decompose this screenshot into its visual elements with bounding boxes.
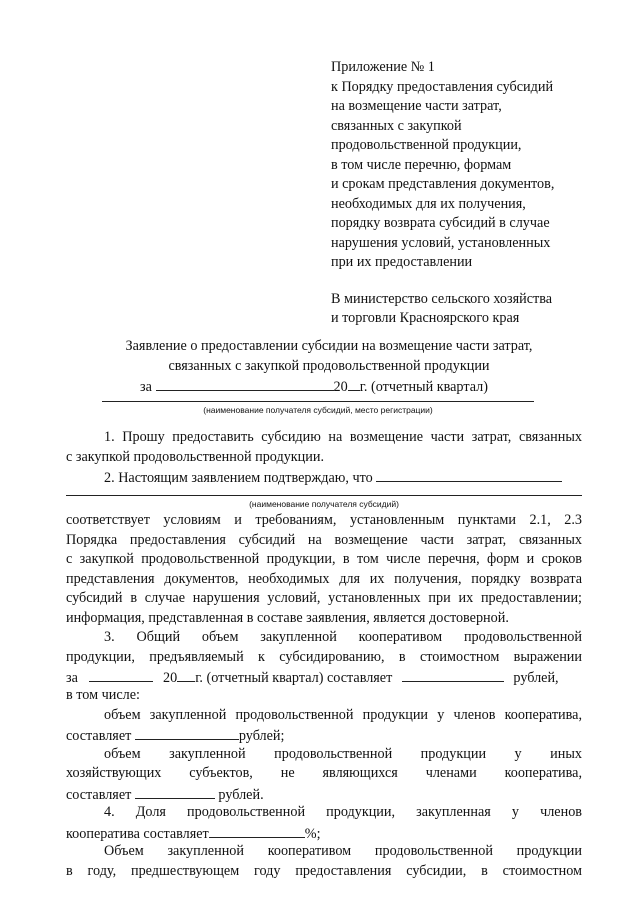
para-3-line-2: продукции, предъявляемый к субсидированию, в стоимостном выражении (66, 649, 582, 665)
p3-year: 20 (163, 670, 178, 686)
members-pre: составляет (66, 728, 132, 744)
p3-amount-blank[interactable] (402, 667, 504, 682)
p3-year-blank[interactable] (177, 667, 195, 682)
year-blank[interactable] (348, 376, 360, 391)
conditions-line: информация, представленная в составе заявления, является достоверной. (66, 610, 509, 626)
appendix-line: при их предоставлении (331, 254, 473, 270)
para-1-line-2: с закупкой продовольственной продукции. (66, 449, 324, 465)
recipient-line[interactable] (66, 495, 582, 496)
conditions-line: Порядка предоставления субсидий на возмещение части затрат, связанных (66, 532, 582, 548)
share-pre: кооператива составляет (66, 826, 209, 842)
appendix-line: Приложение № 1 (331, 59, 435, 75)
p3-mid: г. (отчетный квартал) составляет (195, 670, 393, 686)
title-tail: г. (отчетный квартал) (359, 379, 488, 395)
conditions-line: субсидий в случае нарушения условий, установленных при их предоставлении; (66, 590, 582, 606)
appendix-header (331, 58, 631, 329)
para-4-line-1: 4. Доля продовольственной продукции, закупленная у членов (104, 804, 582, 820)
para-2-text: 2. Настоящим заявлением подтверждаю, что (104, 470, 373, 486)
addressee-line: В министерство сельского хозяйства (331, 290, 553, 307)
p3-rub: рублей, (513, 670, 559, 686)
p3-period-blank[interactable] (89, 667, 153, 682)
appendix-line: необходимых для их получения, (331, 195, 526, 212)
appendix-line: к Порядку предоставления субсидий (331, 78, 554, 95)
members-amount-blank[interactable] (135, 725, 239, 740)
appendix-line: и срокам представления документов, (331, 176, 555, 192)
appendix-line: связанных с закупкой (331, 117, 462, 134)
title-year: 20 (333, 379, 348, 395)
members-line-1: объем закупленной продовольственной продукции у членов кооператива, (104, 707, 582, 723)
para-3-line-4: в том числе: (66, 687, 140, 703)
conditions-line: с закупкой продовольственной продукции, в том числе перечня, форм и сроков (66, 551, 582, 567)
conditions-line: соответствует условиям и требованиям, установленным пунктами 2.1, 2.3 (66, 512, 582, 528)
para-5-line-2: в году, предшествующем году предоставления субсидии, в стоимостном (66, 863, 582, 879)
title-line-2: связанных с закупкой продовольственной продукции (168, 358, 490, 374)
para-5-line-1: Объем закупленной кооперативом продовольственной продукции (104, 843, 582, 859)
recipient-name-blank[interactable] (376, 467, 562, 482)
members-line-2 (66, 725, 582, 747)
others-line-1: объем закупленной продовольственной продукции у иных (104, 746, 582, 762)
addressee (331, 290, 631, 329)
others-post: рублей. (218, 787, 264, 803)
others-line-2: хозяйствующих субъектов, не являющихся членами кооператива, (66, 765, 582, 781)
p3-za: за (66, 670, 78, 686)
appendix-line: порядку возврата субсидий в случае (331, 215, 550, 231)
others-amount-blank[interactable] (135, 784, 215, 799)
others-pre: составляет (66, 787, 132, 803)
para-1-line-1: 1. Прошу предоставить субсидию на возмещение части затрат, связанных (104, 429, 582, 445)
conditions-line: представления документов, необходимых для их получения, порядку возврата (66, 571, 582, 587)
addressee-line: и торговли Красноярского края (331, 310, 520, 326)
appendix-line: в том числе перечню, формам (331, 156, 512, 173)
title-za: за (140, 379, 152, 395)
recipient-caption: (наименование получателя субсидий) (249, 499, 399, 509)
recipient-reg-line[interactable] (102, 401, 534, 402)
para-2-line (66, 467, 582, 489)
appendix-line: продовольственной продукции, (331, 137, 522, 153)
period-blank[interactable] (156, 376, 334, 391)
appendix-line: на возмещение части затрат, (331, 98, 502, 114)
para-3-line-1: 3. Общий объем закупленной кооперативом продовольственной (104, 629, 582, 645)
share-blank[interactable] (209, 823, 305, 838)
recipient-reg-caption: (наименование получателя субсидий, место регистрации) (203, 405, 433, 415)
members-post: рублей; (238, 728, 285, 744)
title-line-1: Заявление о предоставлении субсидии на возмещение части затрат, (125, 338, 533, 354)
application-title (64, 336, 594, 397)
share-post: %; (304, 826, 321, 842)
title-period-line (64, 376, 594, 397)
appendix-line: нарушения условий, установленных (331, 234, 551, 251)
